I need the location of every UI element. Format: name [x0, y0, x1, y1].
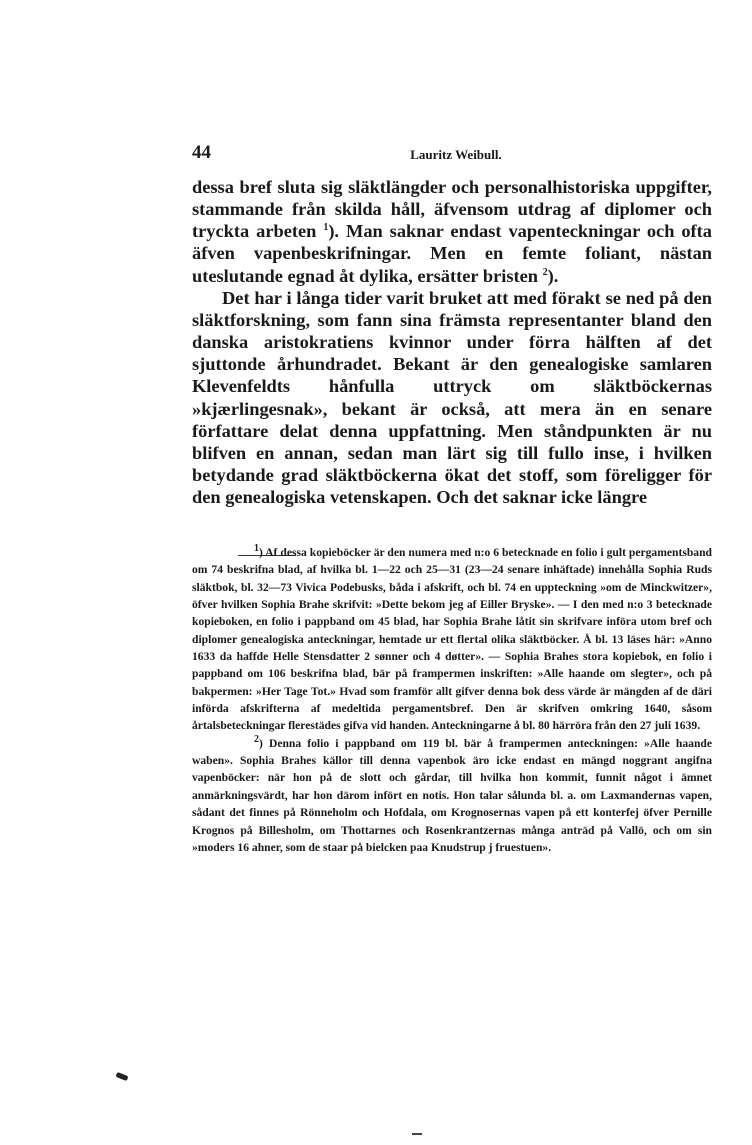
page-header [192, 142, 712, 166]
paragraph-1 [192, 176, 712, 287]
paragraph-1-part-b: ). Man saknar endast vapenteckningar och ofta äfven vapenbeskrifningar. Men en femte foliant, nästan uteslutande egnad åt dylika, ersätter bristen [192, 221, 712, 286]
ink-smudge-mark [116, 1072, 129, 1081]
paragraph-2: Det har i långa tider varit bruket att med förakt se ned på den släktforskning, som fann sina främsta representanter bland den danska aristokratiens kvinnor under förra hälften af det sjuttonde århundradet. Bekant är den genealogiske samlaren Klevenfeldts hånfulla uttryck om släktböckernas »kjærlingesnak», bekant är också, att mera än en senare författare delat denna uppfattning. Men ståndpunkten är nu blifven en annan, sedan man lärt sig till fullo inse, i hvilken betydande grad släktböckerna ökat det stoff, som föreligger för den genealogiska vetenskapen. Och det saknar icke längre [192, 287, 712, 508]
paragraph-1-part-c: ). [547, 265, 559, 286]
scan-dash-mark [412, 1133, 422, 1135]
footnote-ref-2: 2 [542, 266, 548, 278]
footnotes [192, 544, 712, 856]
footnote-2-marker: 2 [254, 733, 259, 745]
footnote-1 [192, 544, 712, 735]
page-number: 44 [192, 142, 211, 163]
running-head: Lauritz Weibull. [410, 147, 502, 162]
footnote-2-text: ) Denna folio i pappband om 119 bl. bär å frampermen anteckningen: »Alle haande waben». Sophia Brahes källor till denna vapenbok äro icke endast en mängd noggrant angifna vapenböcker: när hon på de slott och gårdar, till hvilka hon kommit, funnit något i ämnet anmärkningsvärdt, har hon därom infört en notis. Hon talar sålunda bl. a. om Laxmandernas vapen, sådant det finnes på Rönneholm och Hofdala, om Krognosernas vapen på ett konterfej öfver Pernille Krognos på Billesholm, om Thottarnes och Rosenkrantzernas många anträd på Vallö, och om sin »moders 16 ahner, som de staar på bielcken paa Knudstrup j fruestuen». [192, 736, 712, 854]
footnote-1-text: ) Af dessa kopieböcker är den numera med n:o 6 betecknade en folio i gult pergamentsband om 74 beskrifna blad, af hvilka bl. 1—22 och 25—31 (23—24 senare inhäftade) innehålla Sophia Ruds släktbok, bl. 32—73 Vivica Podebusks, båda i afskrift, och bl. 74 en uppteckning »om de Minckwitzer», öfver hvilken Sophia Brahe skrifvit: »Dette bekom jeg af Eiller Bryske». — I den med n:o 3 betecknade kopieboken, en folio i pappband om 45 blad, har Sophia Brahe låtit sin skrifvare införa utom bref och diplomer genealogiska anteckningar, hemtade ur ett flertal olika släktböcker. Å bl. 13 läses här: »Anno 1633 da haffde Helle Stensdatter 2 sønner och 4 døtter». — Sophia Brahes stora kopiebok, en folio i pappband om 106 beskrifna blad, bär på frampermen inskriften: »Alle haande om slegter», och på bakpermen: »Her Tage Tot.» Hvad som framför allt gifver denna bok dess värde är mängden af de däri införda afskrifterna af medeltida pergamentsbref. Den är skrifven omkring 1640, såsom årtalsbeteckningar flerestädes gifva vid handen. Anteckningarne å bl. 80 härröra från den 27 juli 1639. [192, 546, 712, 733]
paragraph-1-part-a: dessa bref sluta sig släktlängder och personalhistoriska uppgifter, stammande från skilda håll, äfvensom utdrag af diplomer och tryckta arbeten [192, 177, 712, 242]
footnote-2 [192, 735, 712, 856]
footnote-1-marker: 1 [254, 543, 259, 555]
main-text [192, 176, 712, 508]
footnote-ref-1: 1 [323, 222, 329, 234]
